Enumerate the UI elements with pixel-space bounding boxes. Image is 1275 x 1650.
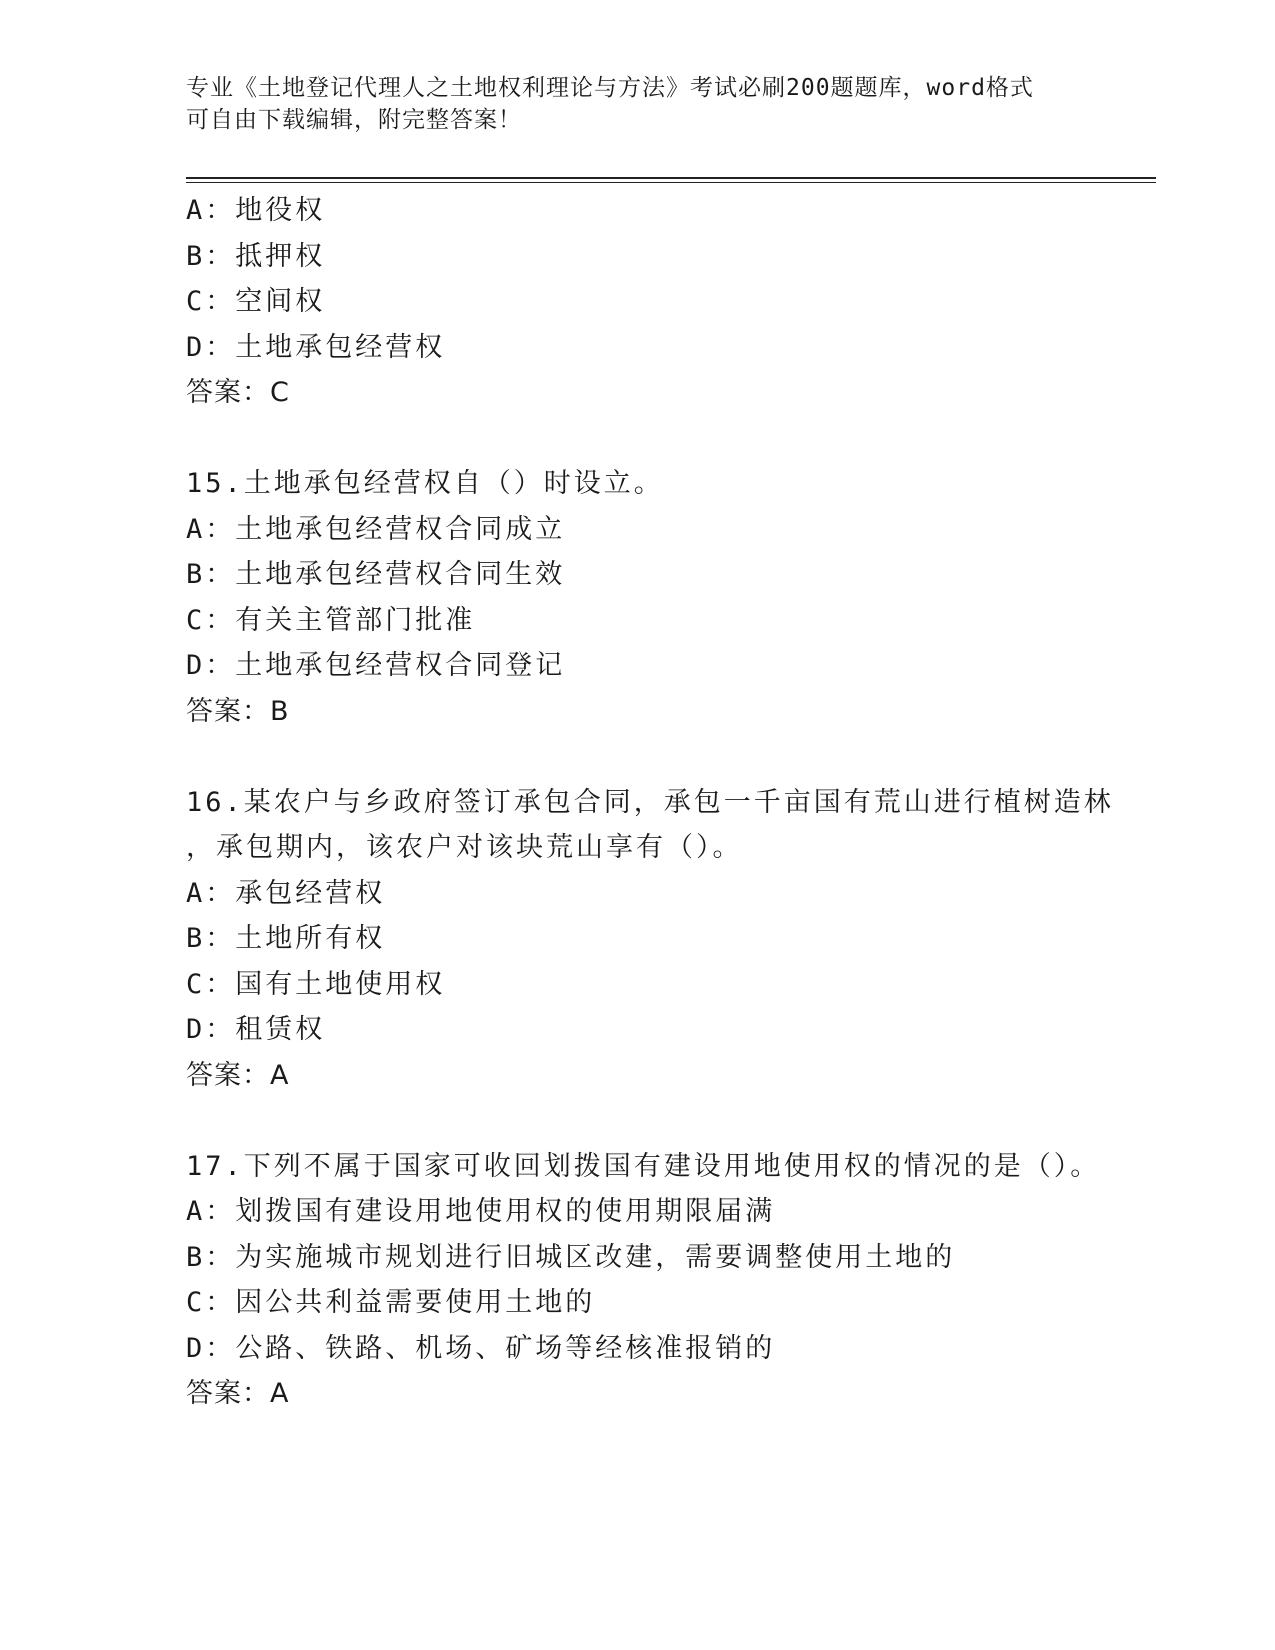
header-divider-thick <box>186 177 1156 179</box>
option-d: D：土地承包经营权 <box>186 331 446 363</box>
option-a: A：承包经营权 <box>186 877 386 909</box>
question-text: 17.下列不属于国家可收回划拨国有建设用地使用权的情况的是（）。 <box>186 1150 1101 1182</box>
option-b: B：土地所有权 <box>186 923 386 954</box>
answer: 答案：B <box>186 695 290 727</box>
question-list <box>186 188 1156 1417</box>
question-text: 15.土地承包经营权自（）时设立。 <box>186 468 664 499</box>
option-c: C：因公共利益需要使用土地的 <box>186 1287 596 1318</box>
document-header <box>186 72 1066 136</box>
question-text-line-2: ，承包期内，该农户对该块荒山享有（）。 <box>186 832 743 863</box>
answer: 答案：C <box>186 377 290 408</box>
option-d: D：土地承包经营权合同登记 <box>186 650 566 681</box>
question-text-line-1: 16.某农户与乡政府签订承包合同，承包一千亩国有荒山进行植树造林 <box>186 786 1114 818</box>
option-d: D：租赁权 <box>186 1014 326 1045</box>
header-line-2: 可自由下载编辑，附完整答案！ <box>186 107 522 133</box>
option-c: C：国有土地使用权 <box>186 968 446 1000</box>
question-16 <box>186 780 1156 1099</box>
option-c: C：有关主管部门批准 <box>186 604 476 636</box>
option-b: B：为实施城市规划进行旧城区改建，需要调整使用土地的 <box>186 1241 956 1273</box>
spacer <box>186 734 1156 780</box>
answer: 答案：A <box>186 1378 290 1409</box>
question-15 <box>186 461 1156 734</box>
spacer <box>186 1098 1156 1144</box>
option-c: C：空间权 <box>186 286 326 317</box>
option-b: B：土地承包经营权合同生效 <box>186 559 566 590</box>
option-a: A：土地承包经营权合同成立 <box>186 513 566 545</box>
question-14 <box>186 188 1156 416</box>
option-b: B：抵押权 <box>186 240 326 272</box>
answer: 答案：A <box>186 1059 290 1091</box>
header-line-1: 专业《土地登记代理人之土地权利理论与方法》考试必刷200题题库，word格式 <box>186 75 1034 101</box>
option-d: D：公路、铁路、机场、矿场等经核准报销的 <box>186 1332 776 1364</box>
header-divider-thin <box>186 182 1156 183</box>
question-17 <box>186 1144 1156 1417</box>
spacer <box>186 416 1156 462</box>
option-a: A：划拨国有建设用地使用权的使用期限届满 <box>186 1196 776 1227</box>
option-a: A：地役权 <box>186 195 326 226</box>
